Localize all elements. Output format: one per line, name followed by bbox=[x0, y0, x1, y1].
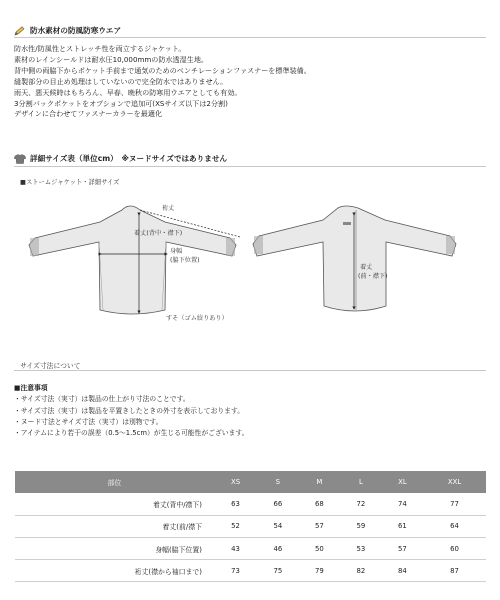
table-row bbox=[15, 515, 486, 537]
description-line: 素材のレインシールドは耐水圧10,000mmの防水透湿生地。 bbox=[14, 54, 209, 64]
row-label: 身幅(脇下位置) bbox=[15, 537, 214, 559]
table-cell: 64 bbox=[423, 515, 486, 537]
label-sleeve-length: 裄丈 bbox=[162, 205, 175, 212]
table-cell: 59 bbox=[340, 515, 382, 537]
product-description bbox=[14, 44, 489, 120]
table-cell: 61 bbox=[382, 515, 424, 537]
description-line: 防水性/防風性とストレッチ性を両立するジャケット。 bbox=[14, 44, 186, 53]
caution-item: ・ヌード寸法とサイズ寸法（実寸）は別物です。 bbox=[14, 417, 163, 426]
jacket-size-diagram bbox=[0, 190, 500, 330]
header-xl: XL bbox=[382, 471, 424, 493]
table-cell: 84 bbox=[382, 560, 424, 582]
table-cell: 66 bbox=[257, 493, 299, 515]
table-cell: 74 bbox=[382, 493, 424, 515]
size-table bbox=[15, 471, 486, 582]
description-line: デザインに合わせてファスナーカラーを最適化 bbox=[14, 109, 163, 119]
table-row bbox=[15, 560, 486, 582]
section-header-material bbox=[14, 25, 121, 36]
caution-item: ・サイズ寸法（実寸）は製品の仕上がり寸法のことです。 bbox=[14, 395, 190, 404]
header-xs: XS bbox=[214, 471, 257, 493]
table-cell: 72 bbox=[340, 493, 382, 515]
header-l: L bbox=[340, 471, 382, 493]
header-m: M bbox=[299, 471, 341, 493]
table-cell: 63 bbox=[214, 493, 257, 515]
table-row bbox=[15, 493, 486, 515]
table-cell: 68 bbox=[299, 493, 341, 515]
table-cell: 46 bbox=[257, 537, 299, 559]
jacket-back-view bbox=[29, 206, 240, 314]
label-chest-width: 身幅 bbox=[170, 248, 183, 255]
description-line: 3分割バックポケットをオプションで追加可(XSサイズ以下は2分割) bbox=[14, 98, 228, 108]
diagram-title: ■ストームジャケット・詳細サイズ bbox=[20, 179, 120, 186]
table-cell: 57 bbox=[299, 515, 341, 537]
caution-item: ・サイズ寸法（実寸）は製品を平置きしたときの外寸を表示しております。 bbox=[14, 406, 245, 415]
row-label: 着丈(前/襟下 bbox=[15, 515, 214, 537]
table-cell: 77 bbox=[423, 493, 486, 515]
divider bbox=[14, 37, 486, 38]
table-cell: 53 bbox=[340, 537, 382, 559]
size-notes-heading: サイズ寸法について bbox=[20, 362, 81, 370]
size-table-header bbox=[15, 471, 486, 493]
divider bbox=[14, 166, 486, 167]
caution-title: ■注意事項 bbox=[14, 384, 48, 392]
caution-item: ・アイテムにより若干の誤差（0.5〜1.5cm）が生じる可能性がございます。 bbox=[14, 429, 249, 438]
description-line: 縫製部分の目止め処理はしていないので完全防水ではありません。 bbox=[14, 76, 228, 86]
table-cell: 75 bbox=[257, 560, 299, 582]
table-cell: 60 bbox=[423, 537, 486, 559]
section-title: 詳細サイズ表（単位cm） ※ヌードサイズではありません bbox=[30, 154, 228, 163]
section-header-size bbox=[14, 153, 227, 164]
divider bbox=[14, 370, 486, 371]
header-part: 部位 bbox=[15, 471, 214, 493]
caution-notes bbox=[14, 383, 248, 439]
label-front-length-sub: (前・襟下) bbox=[358, 273, 388, 280]
section-title: 防水素材の防風防寒ウエア bbox=[30, 26, 122, 35]
table-cell: 57 bbox=[382, 537, 424, 559]
table-cell: 50 bbox=[299, 537, 341, 559]
row-label: 裄丈(襟から袖口まで) bbox=[15, 560, 214, 582]
label-back-length: 着丈(背中・襟下) bbox=[134, 230, 183, 237]
label-hem: すそ（ゴム絞りあり） bbox=[166, 315, 228, 322]
tshirt-icon bbox=[14, 154, 26, 164]
header-xxl: XXL bbox=[423, 471, 486, 493]
table-cell: 73 bbox=[214, 560, 257, 582]
label-chest-width-sub: (脇下位置) bbox=[170, 257, 200, 264]
description-line: 背中側の両脇下からポケット手前まで通気のためのベンチレーションファスナーを標準装備。 bbox=[14, 65, 311, 75]
table-cell: 82 bbox=[340, 560, 382, 582]
jacket-front-view bbox=[253, 206, 456, 311]
table-cell: 79 bbox=[299, 560, 341, 582]
table-cell: 52 bbox=[214, 515, 257, 537]
table-cell: 54 bbox=[257, 515, 299, 537]
pencil-icon bbox=[14, 26, 26, 36]
table-row bbox=[15, 537, 486, 559]
row-label: 着丈(背中/襟下) bbox=[15, 493, 214, 515]
description-line: 雨天、悪天候時はもちろん、早春、晩秋の防寒用ウエアとしても有効。 bbox=[14, 87, 242, 97]
table-cell: 43 bbox=[214, 537, 257, 559]
header-s: S bbox=[257, 471, 299, 493]
label-front-length: 着丈 bbox=[360, 264, 373, 271]
table-cell: 87 bbox=[423, 560, 486, 582]
